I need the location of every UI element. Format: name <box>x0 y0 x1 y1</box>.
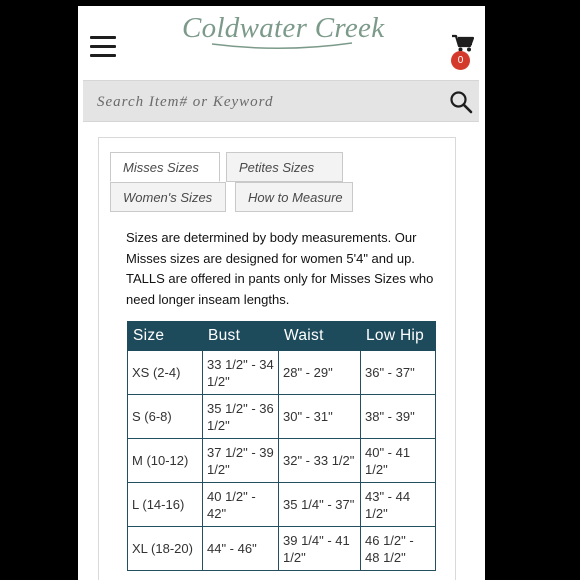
size-cell: XL (18-20) <box>128 527 203 571</box>
cart-button[interactable] <box>448 34 476 74</box>
menu-icon-bar <box>90 45 116 48</box>
tab-misses-sizes[interactable]: Misses Sizes <box>110 152 220 182</box>
table-row <box>128 395 436 439</box>
tab-womens-sizes[interactable]: Women's Sizes <box>110 182 226 212</box>
low-hip-cell: 38" - 39" <box>361 395 436 439</box>
waist-cell: 28" - 29" <box>279 351 361 395</box>
site-header <box>78 6 485 80</box>
bust-cell: 35 1/2" - 36 1/2" <box>203 395 279 439</box>
low-hip-cell: 46 1/2" - 48 1/2" <box>361 527 436 571</box>
brand-logo[interactable] <box>182 12 385 51</box>
phone-screen <box>78 6 485 580</box>
search-bar <box>83 80 479 122</box>
size-cell: L (14-16) <box>128 483 203 527</box>
search-button[interactable] <box>449 90 475 116</box>
menu-icon-bar <box>90 54 116 57</box>
cart-icon <box>452 34 474 52</box>
waist-cell: 39 1/4" - 41 1/2" <box>279 527 361 571</box>
size-intro-text: Sizes are determined by body measurements. Our Misses sizes are designed for women 5'4" and up. TALLS are offered in pants only for Misses Sizes who need longer inseam lengths. <box>126 230 434 307</box>
size-table-header-row <box>128 322 436 351</box>
bust-cell: 33 1/2" - 34 1/2" <box>203 351 279 395</box>
low-hip-cell: 40" - 41 1/2" <box>361 439 436 483</box>
size-cell: M (10-12) <box>128 439 203 483</box>
brand-logo-text: Coldwater Creek <box>182 12 385 44</box>
size-cell: S (6-8) <box>128 395 203 439</box>
size-chart-panel <box>98 137 456 580</box>
tab-how-to-measure[interactable]: How to Measure <box>235 182 353 212</box>
menu-icon[interactable] <box>90 36 116 58</box>
search-input[interactable] <box>97 90 427 114</box>
table-row <box>128 439 436 483</box>
menu-icon-bar <box>90 36 116 39</box>
low-hip-cell: 36" - 37" <box>361 351 436 395</box>
bust-cell: 44" - 46" <box>203 527 279 571</box>
tab-petites-sizes[interactable]: Petites Sizes <box>226 152 343 182</box>
table-row <box>128 527 436 571</box>
low-hip-cell: 43" - 44 1/2" <box>361 483 436 527</box>
waist-cell: 30" - 31" <box>279 395 361 439</box>
bust-cell: 37 1/2" - 39 1/2" <box>203 439 279 483</box>
search-icon <box>449 90 473 114</box>
size-table <box>127 321 436 571</box>
cart-count-badge: 0 <box>451 51 470 70</box>
col-header-bust: Bust <box>203 322 279 351</box>
table-row <box>128 483 436 527</box>
col-header-size: Size <box>128 322 203 351</box>
table-row <box>128 351 436 395</box>
col-header-low-hip: Low Hip <box>361 322 436 351</box>
waist-cell: 35 1/4" - 37" <box>279 483 361 527</box>
bust-cell: 40 1/2" - 42" <box>203 483 279 527</box>
waist-cell: 32" - 33 1/2" <box>279 439 361 483</box>
col-header-waist: Waist <box>279 322 361 351</box>
size-cell: XS (2-4) <box>128 351 203 395</box>
